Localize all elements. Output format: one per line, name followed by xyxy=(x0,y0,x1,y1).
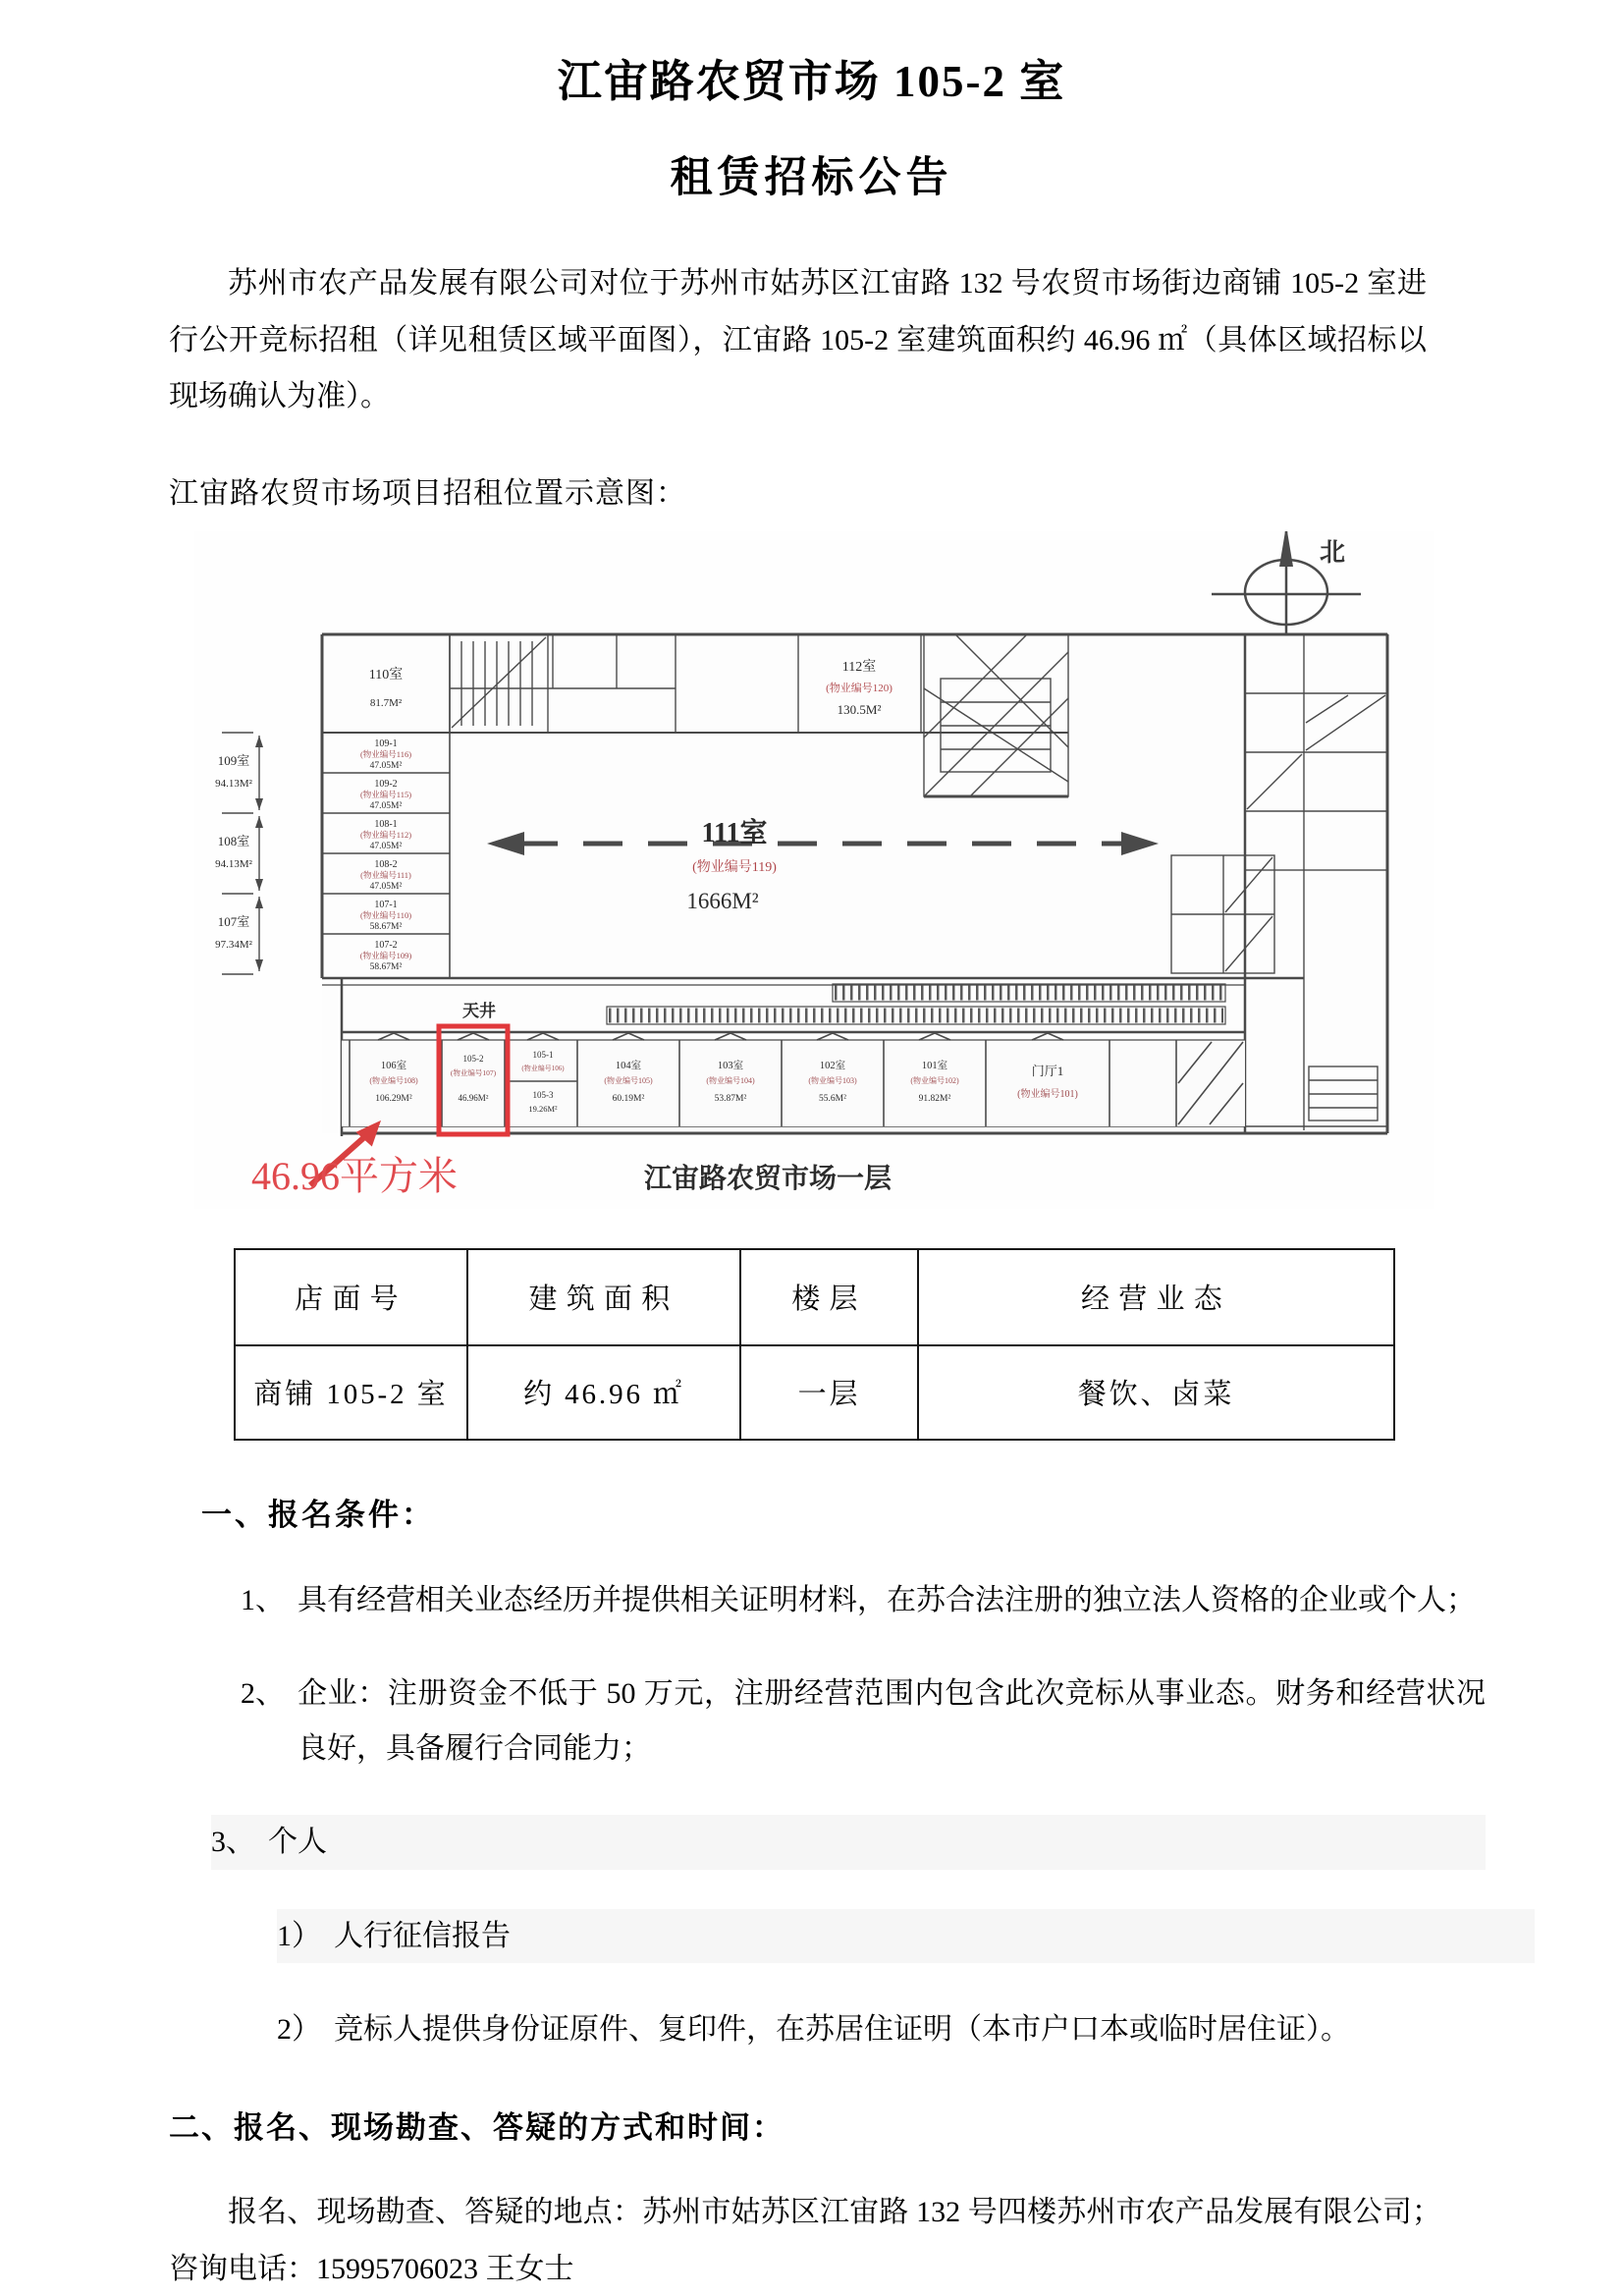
closing-paragraph: 报名、现场勘查、答疑的地点：苏州市姑苏区江宙路 132 号四楼苏州市农产品发展有限公司； 咨询电话：15995706023 王女士 xyxy=(169,2195,1456,2286)
item-text: 人行征信报告 xyxy=(334,1919,511,1952)
shop-code: (物业编号107) xyxy=(450,1067,497,1077)
shop-area: 53.87M² xyxy=(714,1093,747,1104)
room-code: (物业编号110) xyxy=(359,909,412,920)
shop-label: 102室 xyxy=(819,1060,846,1071)
shop-area: 19.26M² xyxy=(528,1103,558,1114)
room-code: (物业编号112) xyxy=(359,829,412,840)
item-number: 1） xyxy=(277,1919,321,1952)
item-text: 具有经营相关业态经历并提供相关证明材料，在苏合法注册的独立法人资格的企业或个人； xyxy=(298,1583,1476,1616)
room-code: (物业编号109) xyxy=(359,950,412,960)
item-number: 3、 xyxy=(211,1826,255,1859)
item-number: 1、 xyxy=(241,1583,285,1616)
shop-area: 60.19M² xyxy=(612,1093,645,1104)
room-112-code: (物业编号120) xyxy=(826,682,893,694)
condition-item-3 xyxy=(211,1815,1486,1870)
room-110-name: 110室 xyxy=(368,667,404,683)
col-header-business: 经营业态 xyxy=(918,1249,1394,1345)
room-label: 109-1 xyxy=(374,738,398,749)
condition-subitem-2 xyxy=(277,2002,1535,2057)
shop-code: (物业编号102) xyxy=(910,1075,959,1085)
shop-code: (物业编号103) xyxy=(808,1075,857,1085)
shop-area: 91.82M² xyxy=(918,1093,951,1104)
shop-label: 103室 xyxy=(717,1060,744,1071)
shop-code: (物业编号101) xyxy=(1017,1088,1078,1100)
dim-109-area: 94.13M² xyxy=(215,777,252,790)
page-title: 江宙路农贸市场 105-2 室 xyxy=(557,57,1066,106)
plan-heading: 江宙路农贸市场项目招租位置示意图： xyxy=(169,476,686,510)
room-area: 58.67M² xyxy=(369,921,403,932)
shop-area: 55.6M² xyxy=(819,1093,846,1104)
room-label: 109-2 xyxy=(374,778,398,790)
room-112-area: 130.5M² xyxy=(837,701,882,717)
condition-item-2 xyxy=(241,1667,1486,1776)
cell-business: 餐饮、卤菜 xyxy=(918,1345,1394,1440)
page-subtitle: 租赁招标公告 xyxy=(670,155,953,201)
shop-label: 105-1 xyxy=(532,1049,554,1060)
section-2-heading: 二、报名、现场勘查、答疑的方式和时间： xyxy=(169,2109,784,2145)
intro-paragraph: 苏州市农产品发展有限公司对位于苏州市姑苏区江宙路 132 号农贸市场街边商铺 105-2 室进行公开竞标招租（详见租赁区域平面图），江宙路 105-2 室建筑面积约 46.96 ㎡（具体区域招标以现场确认为准）。 xyxy=(169,267,1427,413)
dim-107-area: 97.34M² xyxy=(215,938,252,951)
hall-code: (物业编号119) xyxy=(692,859,777,875)
shop-code: (物业编号106) xyxy=(521,1064,565,1072)
room-code: (物业编号115) xyxy=(359,789,412,799)
floor-plan xyxy=(194,531,1434,1209)
item-number: 2、 xyxy=(241,1677,285,1711)
item-text: 竞标人提供身份证原件、复印件，在苏居住证明（本市户口本或临时居住证）。 xyxy=(334,2013,1350,2047)
north-label: 北 xyxy=(1320,537,1346,567)
room-110-area: 81.7M² xyxy=(369,696,403,709)
dim-108-area: 94.13M² xyxy=(215,857,252,870)
item-text: 个人 xyxy=(268,1826,327,1859)
cell-area: 约 46.96 ㎡ xyxy=(467,1345,740,1440)
room-area: 58.67M² xyxy=(369,961,403,972)
section-1-heading: 一、报名条件： xyxy=(201,1497,435,1532)
highlight-area-label: 46.96平方米 xyxy=(251,1153,458,1198)
room-area: 47.05M² xyxy=(369,841,403,851)
hall-area: 1666M² xyxy=(686,888,759,913)
room-code: (物业编号111) xyxy=(360,869,411,880)
col-header-area: 建筑面积 xyxy=(467,1249,740,1345)
shop-label: 106室 xyxy=(380,1060,407,1071)
shop-label: 104室 xyxy=(615,1060,642,1071)
shop-area: 106.29M² xyxy=(375,1093,412,1104)
floor-plan-svg xyxy=(194,531,1434,1209)
room-label: 108-2 xyxy=(374,858,398,870)
shop-label-lobby: 门厅1 xyxy=(1031,1063,1064,1078)
condition-item-1 xyxy=(241,1573,1486,1628)
dim-108-name: 108室 xyxy=(217,833,250,848)
shop-label: 101室 xyxy=(921,1060,948,1071)
shop-label-105-2: 105-2 xyxy=(462,1053,484,1064)
col-header-floor: 楼层 xyxy=(740,1249,918,1345)
shop-code: (物业编号105) xyxy=(604,1075,653,1085)
dim-109-name: 109室 xyxy=(217,752,250,768)
cell-shop-no: 商铺 105-2 室 xyxy=(235,1345,467,1440)
hall-name: 111室 xyxy=(701,817,768,848)
courtyard-label: 天井 xyxy=(462,1001,496,1020)
shop-label: 105-3 xyxy=(532,1089,554,1100)
room-label: 107-2 xyxy=(374,939,398,951)
shop-code: (物业编号108) xyxy=(369,1075,418,1085)
room-label: 107-1 xyxy=(374,899,398,910)
table-row xyxy=(235,1345,1394,1440)
room-area: 47.05M² xyxy=(369,800,403,811)
item-text: 企业：注册资金不低于 50 万元，注册经营范围内包含此次竞标从事业态。财务和经营状况良好，具备履行合同能力； xyxy=(298,1677,1486,1765)
condition-subitem-1 xyxy=(277,1909,1535,1964)
shop-area: 46.96M² xyxy=(458,1092,489,1103)
col-header-shop-no: 店面号 xyxy=(235,1249,467,1345)
cell-floor: 一层 xyxy=(740,1345,918,1440)
dim-107-name: 107室 xyxy=(217,913,250,929)
item-number: 2） xyxy=(277,2013,321,2047)
table-header-row xyxy=(235,1249,1394,1345)
shops-row xyxy=(342,1032,1245,1126)
floor-caption: 江宙路农贸市场一层 xyxy=(644,1163,893,1194)
room-112-name: 112室 xyxy=(841,659,877,675)
room-area: 47.05M² xyxy=(369,881,403,892)
room-label: 108-1 xyxy=(374,818,398,830)
shop-code: (物业编号104) xyxy=(706,1075,755,1085)
room-code: (物业编号116) xyxy=(359,748,412,759)
room-area: 47.05M² xyxy=(369,760,403,771)
shop-info-table xyxy=(234,1248,1395,1441)
